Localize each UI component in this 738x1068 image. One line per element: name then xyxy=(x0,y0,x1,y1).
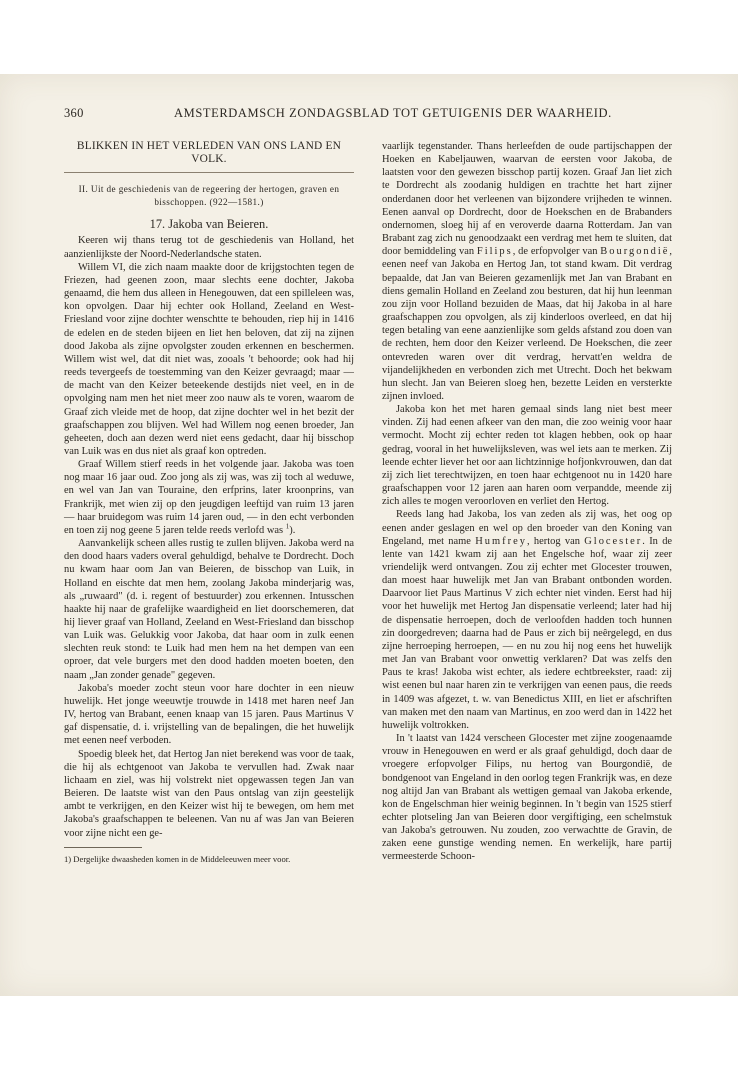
footnote-marker: 1 xyxy=(285,522,290,531)
paragraph: Willem VI, die zich naam maakte door de krijgstochten tegen de Friezen, had geenen zoon, maar slechts eene dochter, Jakoba genaamd, die hem dus alleen in Henegouwen, dat een spilleleen was, kon opvolgen. Daar hij echter ook Holland, Zeeland en West-Friesland voor zijne dochter wenschtte te behouden, riep hij in 1416 de edelen en de steden bijeen en liet hen beloven, dat zij na zijnen dood Jakoba als zijne opvolgster zouden erkennen en beschermen. Willem wist wel, dat dit niet was, zooals 't behoorde; ook had hij reeds tevergeefs de toestemming van den Keizer gevraagd; maar — de macht van den Keizer beteekende destijds niet veel, en in de opvolging nam men het niet meer zoo nauw als te voren, waarom de Graaf zich vleide met de hoop, dat zijne dochter wel in het bezit der graafschappen zou blijven. Wel had Willem nog eenen broeder, Jan geheeten, doch aan dezen werd niet eens gedacht, daar hij bisschop van Luik was en dus niet als graaf kon optreden. xyxy=(64,261,354,457)
paragraph: Reeds lang had Jakoba, los van zeden als zij was, het oog op eenen ander geslagen en wel op den broeder van den Koning van Engeland, met name Humfrey, hertog van Glocester. In de lente van 1421 kwam zij aan het Engelsche hof, waar zij zeer vriendelijk werd ontvangen. Zou zij echter met Glocester trouwen, dan moest haar huwelijk met Jan van Brabant ontbonden worden. Daarvoor liet Paus Martinus V zich echter niet vinden. Eerst had hij voor het huwelijk met Hertog Jan dispensatie verleend; later had hij de dispensatie herroepen, doch de verloofden hadden toch hunnen zin doorgedreven; daarna had de Paus er zich bij neêrgelegd, en dus zijne herroeping herroepen, — en nu zou hij nog eens het huwelijk met Jan van Brabant voor onwettig verklaren? Dat was zelfs den Paus te kras! Jakoba wist echter, als iedere echtbreekster, raad: zij wist eenen bul naar haren zin te verkrijgen van eenen paus, die reeds in 1409 was afgezet, t. w. van Benedictus XIII, en liet er afschriften van maken met den naam van Martinus, en zoo werd dan in 1422 het huwelijk voltrokken. xyxy=(382,509,673,731)
paragraph: Spoedig bleek het, dat Hertog Jan niet berekend was voor de taak, die hij als echtgenoot van Jakoba te vervullen had. Zwak naar lichaam en ziel, was hij volstrekt niet opgewassen tegen Jan van Beieren. De laatste wist van den Paus ontslag van zijn geestelijk ambt te verkrijgen, en den Keizer wist hij te bewegen, om hem met Jakoba's graafschappen te beleenen. Van nu af was Jan van Beieren voor zijne nicht een ge- xyxy=(64,748,354,839)
footnote-rule xyxy=(64,847,142,848)
page-number: 360 xyxy=(64,106,84,120)
name-glocester: Glocester xyxy=(584,535,643,547)
paragraph: vaarlijk tegenstander. Thans herleefden de oude partijschappen der Hoeken en Kabeljauwen, waarvan de eersten voor Jakoba, de laatsten voor den gewezen bisschop partij kozen. Graaf Jan liet zich te Dordrecht als zoodanig huldigen en trachtte het hart zijner onderdanen door het verleenen van bijzondere vrijheden te winnen. Eenen aanval op Dordrecht, door de Hoekschen en de Brabanders ondernomen, sloeg hij af en veroverde daarna Rotterdam. Jan van Brabant zag zich nu genoodzaakt een verdrag met hem te sluiten, dat door bemiddeling van Filips, de erfopvolger van Bourgondië, eenen neef van Jakoba en Hertog Jan, tot stand kwam. Dit verdrag bepaalde, dat Jan van Beieren gezamenlijk met Jan van Brabant en diens gemalin Holland en Zeeland zou besturen, dat hij hun leenman zou zijn voor Holland bezuiden de Maas, dat hij Jakoba in al hare graafschappen zou opvolgen, als zij kinderloos overleed, en dat hij tegen betaling van eene aanzienlijke som gelds afstand zou doen van de rechten, hem door den Keizer verleend. De Hoekschen, die zeer ontevreden waren over dit verdrag, hervatt'en weldra de vijandelijkheden en verbonden zich met Utrecht. Doch het bekwam hun slecht. Jan van Beieren sloeg hen, bezette Leiden en versterkte zijnen invloed. xyxy=(382,141,672,402)
paragraph-text: Graaf Willem stierf reeds in het volgende jaar. Jakoba was toen nog maar 16 jaar oud. Zoo jong als zij was, was zij toch al weduwe, en wel van Jan van Touraine, den erfprins, later kroonprins, van Frankrijk, met wien zij op den jeugdigen leeftijd van ruim 13 jaren — haar bruidegom was ruim 14 jaren oud, — in den echt verbonden en toen zij nog geene 5 jaren telde reeds verlofd was xyxy=(64,459,354,536)
series-title: BLIKKEN IN HET VERLEDEN VAN ONS LAND EN VOLK. xyxy=(64,140,354,173)
paragraph: Keeren wij thans terug tot de geschiedenis van Holland, het aanzienlijkste der Noord-Nederlandsche staten. xyxy=(64,235,354,260)
name-filips: Filips xyxy=(476,246,513,258)
paragraph-text: de erfopvolger van xyxy=(518,246,598,258)
right-column xyxy=(382,140,672,864)
paragraph: Jakoba's moeder zocht steun voor hare dochter in een nieuw huwelijk. Het jonge weeuwtje trouwde in 1418 met haren neef Jan IV, hertog van Brabant, eenen knaap van 15 jaren. Paus Martinus V gaf dispensatie, d. i. vrijstelling van de bepalingen, die het huwelijk met eenen neef verboden. xyxy=(64,682,354,747)
name-bourgondie: Bourgondië xyxy=(600,246,670,258)
paragraph-text: In de lente van 1421 kwam zij aan het Engelsche hof, waar zij zeer vriendelijk werd ontvangen. Zou zij echter met Glocester trouwen, dan moest haar huwelijk met Jan van Brabant ontbonden worden. Daarvoor liet Paus Martinus V zich echter niet vinden. Eerst had hij voor het huwelijk met Hertog Jan dispensatie verleend; later had hij de dispensatie herroepen, doch de verloofden hadden toch hunnen zin doorgedreven; daarna had de Paus er zich bij neêrgelegd, en dus zijne herroeping herroepen, — en nu zou hij nog eens het huwelijk met Jan van Brabant voor onwettig verklaren? Dat was zelfs den Paus te kras! Jakoba wist echter, als iedere echtbreekster, raad: zij wist eenen bul naar haren zin te verkrijgen van eenen paus, die reeds in 1409 was afgezet, t. w. van Benedictus XIII, en liet er afschriften van maken met den naam van Martinus, en zoo werd dan in 1422 het huwelijk voltrokken. xyxy=(382,535,673,731)
journal-title: AMSTERDAMSCH ZONDAGSBLAD TOT GETUIGENIS DER WAARHEID. xyxy=(174,106,612,120)
paragraph: Jakoba kon het met haren gemaal sinds lang niet best meer vinden. Zij had eenen afkeer van den man, die zoo weinig voor haar vermocht. Mocht zij echter reden tot klagen hebben, ook op haar gedrag, vooral in het huwelijksleven, was wel iets aan te merken. Zij leende echter liever het oor aan lichtzinnige hofjonkvrouwen, dan dat zij zich liet terechtwijzen, en toen haar echtgenoot nu in 1420 hare graafschappen voor 12 jaren aan haren oom verpandde, meende zij zich alles te mogen veroorloven en verliet den Hertog. xyxy=(382,404,672,508)
left-column xyxy=(64,140,354,865)
paragraph: In 't laatst van 1424 verscheen Glocester met zijne zoogenaamde vrouw in Henegouwen en werd er als graaf gehuldigd, doch daar de vroegere erfopvolger Filips, nu hertog van Bourgondië, de bondgenoot van Engeland in den oorlog tegen Frankrijk was, en deze nog altijd Jan van Brabant als wettigen gemaal van Jakoba erkende, kon de Engelschman hier weinig beginnen. In 't begin van 1525 stierf echter plotseling Jan van Beieren door vergiftiging, een schelmstuk van Jakoba's getrouwen. Nu zouden, zoo verwachtte de Gravin, de zaken eene gunstige wending nemen. En werkelijk, hare partij vermeesterde Schoon- xyxy=(382,733,672,863)
paragraph-text: eenen neef van Jakoba en Hertog Jan, tot stand kwam. Dit verdrag bepaalde, dat Jan van Beieren gezamenlijk met Jan van Brabant en diens gemalin Holland en Zeeland zou besturen, dat hij hun leenman zou zijn voor Holland bezuiden de Maas, dat hij Jakoba in al hare graafschappen zou opvolgen, als zij kinderloos overleed, en dat hij tegen betaling van eene aanzienlijke som gelds afstand zou doen van de rechten, hem door den Keizer verleend. De Hoekschen, die zeer ontevreden waren over dit verdrag, hervatt'en weldra de vijandelijkheden en verbonden zich met Utrecht. Doch het bekwam hun slecht. Jan van Beieren sloeg hen, bezette Leiden en versterkte zijnen invloed. xyxy=(382,259,672,402)
paragraph-text: Reeds lang had Jakoba, los van zeden als zij was, het oog op eenen ander geslagen en wel op den broeder van den Koning van Engeland, met name xyxy=(382,509,672,547)
running-head xyxy=(64,106,672,124)
paragraph: Aanvankelijk scheen alles rustig te zullen blijven. Jakoba werd na den dood haars vaders overal gehuldigd, behalve te Dordrecht. Doch nu kwam haar oom Jan van Beieren, de bisschop van Luik, in Holland en eischte dat men hem, zoolang Jakoba minderjarig was, als „ruwaard" (d. i. regent of bestuurder) zou erkennen. Intusschen haakte hij naar de grafelijke waardigheid en liet doorschemeren, dat hij liever graaf van Holland, Zeeland en West-Friesland dan bisschop van Luik was. Gelukkig voor Jakoba, dat haar oom in zulk eenen slechten reuk stond: te Luik had men hem na het dempen van een oproer, dat vele burgers met den dood hadden moeten boeten, den naam „Jan zonder genade" gegeven. xyxy=(64,538,354,681)
paragraph: Graaf Willem stierf reeds in het volgende jaar. Jakoba was toen nog maar 16 jaar oud. Zoo jong als zij was, was zij toch al weduwe, en wel van Jan van Touraine, den erfprins, later kroonprins, van Frankrijk, met wien zij op den jeugdigen leeftijd van ruim 13 jaren — haar bruidegom was ruim 14 jaren oud, — in den echt verbonden en toen zij nog geene 5 jaren telde reeds verlofd was $^1$). xyxy=(64,459,354,536)
name-humfrey: Humfrey xyxy=(475,535,527,547)
chapter-title: 17. Jakoba van Beieren. xyxy=(149,217,269,232)
part-heading: II. Uit de geschiedenis van de regeering der hertogen, graven en bisschoppen. (922—1581.) xyxy=(78,184,340,207)
paragraph-text: hertog van xyxy=(533,535,580,547)
paragraph-text: vaarlijk tegenstander. Thans herleefden de oude partijschappen der Hoeken en Kabeljauwen, waarvan de eersten voor Jakoba, de laatsten voor den gewezen bisschop partij kozen. Graaf Jan liet zich te Dordrecht als zoodanig huldigen en trachtte het hart zijner onderdanen door het verleenen van bijzondere vrijheden te winnen. Eenen aanval op Dordrecht, door de Hoekschen en de Brabanders ondernomen, sloeg hij af en veroverde daarna Rotterdam. Jan van Brabant zag zich nu genoodzaakt een verdrag met hem te sluiten, dat door bemiddeling van xyxy=(382,141,672,258)
footnote: 1) Dergelijke dwaasheden komen in de Middeleeuwen meer voor. xyxy=(64,853,291,864)
